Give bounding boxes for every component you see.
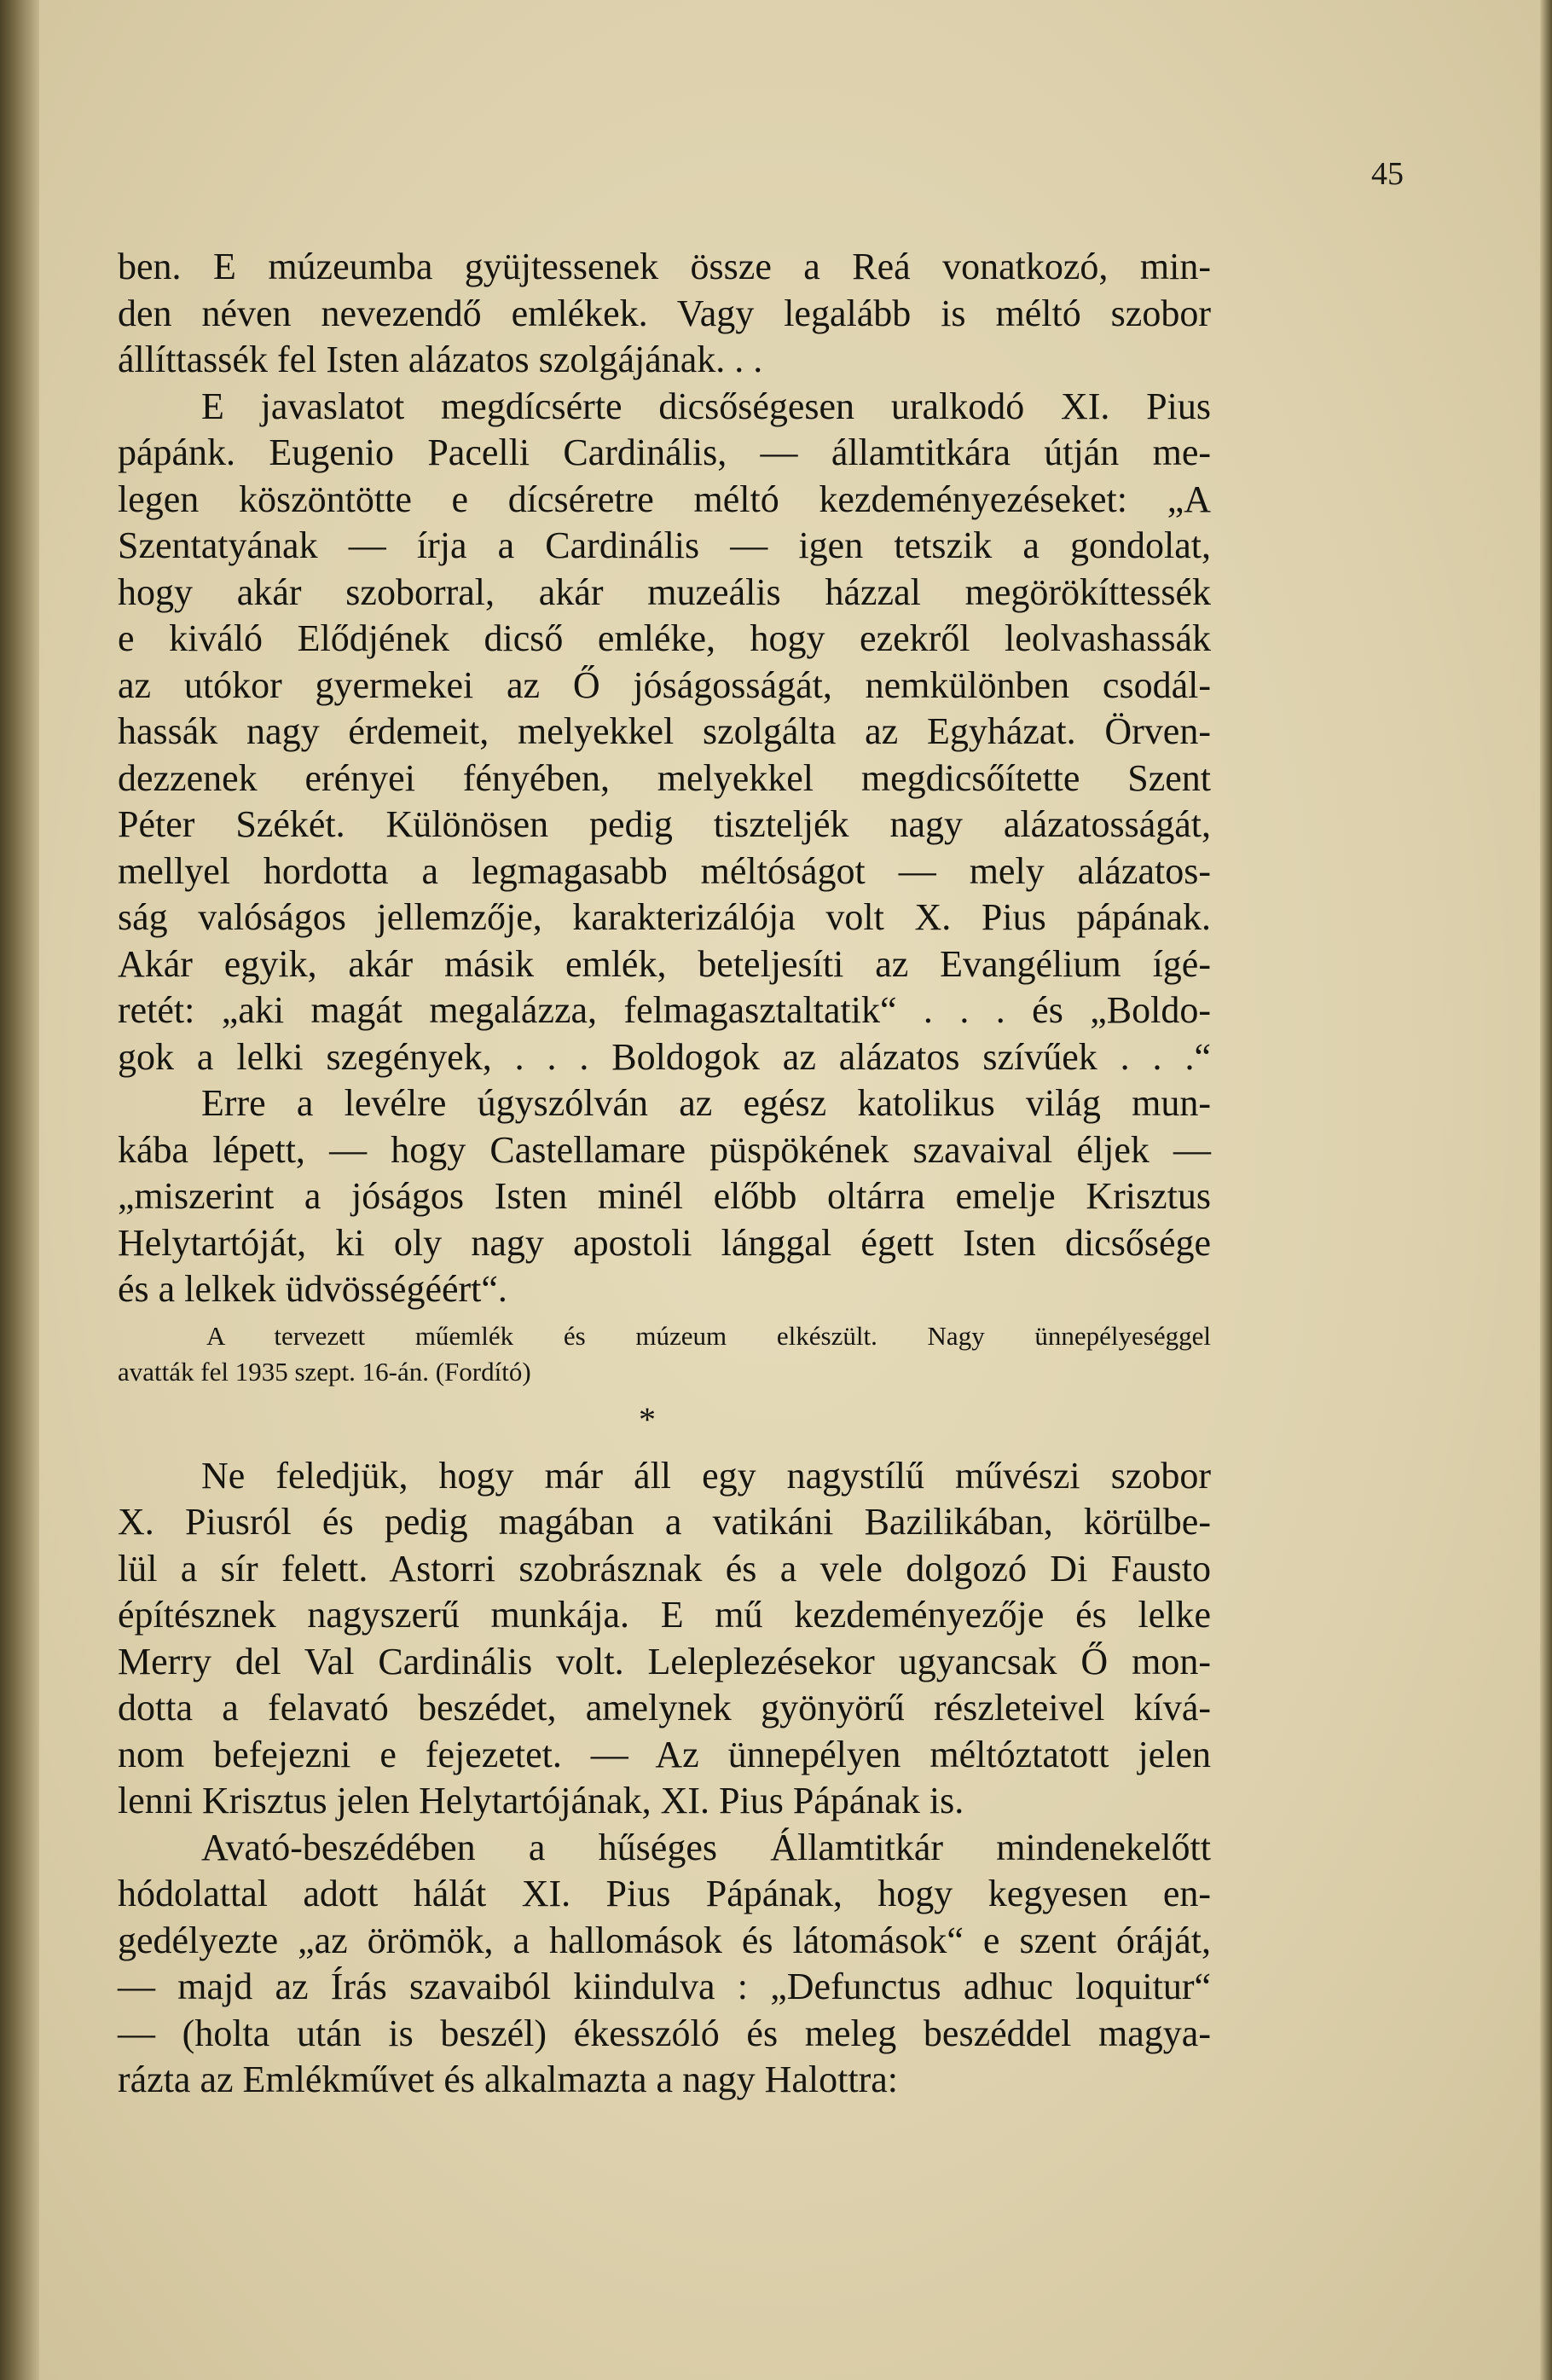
text-line: ság valóságos jellemzője, karakterizálója volt X. Pius pápának.: [118, 896, 1211, 938]
text-line: lenni Krisztus jelen Helytartójának, XI. Pius Pápának is.: [118, 1780, 964, 1821]
text-line: legen köszöntötte e dícséretre méltó kezdeményezéseket: „A: [118, 478, 1211, 520]
text-line: Ne feledjük, hogy már áll egy nagystílű művészi szobor: [201, 1454, 1211, 1497]
text-line: E javaslatot megdícsérte dicsőségesen uralkodó XI. Pius: [201, 385, 1211, 427]
text-line: e kiváló Elődjének dicső emléke, hogy ezekről leolvashassák: [118, 617, 1211, 659]
text-line: építésznek nagyszerű munkája. E mű kezdeményezője és lelke: [118, 1594, 1211, 1636]
text-line: den néven nevezendő emlékek. Vagy legalább is méltó szobor: [118, 292, 1211, 334]
text-line: Akár egyik, akár másik emlék, beteljesíti az Evangélium ígé-: [118, 942, 1211, 985]
text-line: hassák nagy érdemeit, melyekkel szolgálta az Egyházat. Örven-: [118, 710, 1211, 752]
text-line: „miszerint a jóságos Isten minél előbb oltárra emelje Krisztus: [118, 1175, 1211, 1217]
text-line: Avató-beszédében a hűséges Államtitkár mindenekelőtt: [201, 1826, 1211, 1868]
translator-note: A tervezett műemlék és múzeum elkészült. Nagy ünnepélyeséggel: [206, 1320, 1211, 1351]
text-line: — majd az Írás szavaiból kiindulva : „Defunctus adhuc loquitur“: [118, 1966, 1211, 2007]
text-line: állíttassék fel Isten alázatos szolgájának. . .: [118, 339, 763, 380]
body-text: [118, 244, 1211, 2104]
text-line: ben. E múzeumba gyüjtessenek össze a Reá vonatkozó, min-: [118, 246, 1211, 287]
text-line: az utókor gyermekei az Ő jóságosságát, nemkülönben csodál-: [118, 663, 1211, 706]
page-edge-shadow: [1540, 0, 1552, 2380]
text-line: Péter Székét. Különösen pedig tiszteljék nagy alázatosságát,: [118, 803, 1211, 845]
text-line: kába lépett, — hogy Castellamare püspökének szavaival éljek —: [118, 1128, 1211, 1171]
text-line: X. Piusról és pedig magában a vatikáni Bazilikában, körülbe-: [118, 1501, 1211, 1543]
text-line: lül a sír felett. Astorri szobrásznak és a vele dolgozó Di Fausto: [118, 1547, 1211, 1590]
text-line: Merry del Val Cardinális volt. Leleplezésekor ugyancsak Ő mon-: [118, 1640, 1211, 1682]
text-line: dotta a felavató beszédet, amelynek gyönyörű részleteivel kívá-: [118, 1687, 1211, 1729]
text-line: gok a lelki szegények, . . . Boldogok az alázatos szívűek . . .“: [118, 1035, 1211, 1078]
text-line: retét: „aki magát megalázza, felmagasztaltatik“ . . . és „Boldo-: [118, 989, 1211, 1031]
text-line: nom befejezni e fejezetet. — Az ünnepélyen méltóztatott jelen: [118, 1733, 1211, 1775]
section-separator: *: [639, 1399, 656, 1439]
translator-note: avatták fel 1935 szept. 16-án. (Fordító): [118, 1356, 531, 1387]
text-line: gedélyezte „az örömök, a hallomások és látomások“ e szent óráját,: [118, 1919, 1211, 1961]
text-line: és a lelkek üdvösségéért“.: [118, 1268, 507, 1310]
text-line: Erre a levélre úgyszólván az egész katolikus világ mun-: [201, 1082, 1211, 1124]
text-line: mellyel hordotta a legmagasabb méltóságot — mely alázatos-: [118, 849, 1211, 892]
text-line: dezzenek erényei fényében, melyekkel megdicsőítette Szent: [118, 756, 1211, 799]
page-number: 45: [1371, 156, 1404, 192]
text-line: hódolattal adott hálát XI. Pius Pápának, hogy kegyesen en-: [118, 1873, 1211, 1914]
text-line: Szentatyának — írja a Cardinális — igen tetszik a gondolat,: [118, 524, 1211, 566]
text-line: — (holta után is beszél) ékesszóló és meleg beszéddel magya-: [118, 2012, 1211, 2054]
text-line: hogy akár szoborral, akár muzeális házzal megörökíttessék: [118, 570, 1211, 613]
text-line: pápánk. Eugenio Pacelli Cardinális, — államtitkára útján me-: [118, 431, 1211, 473]
spacer: [118, 1445, 1211, 1453]
text-line: rázta az Emlékművet és alkalmazta a nagy Halottra:: [118, 2059, 898, 2100]
page-binding-shadow: [0, 0, 39, 2380]
text-line: Helytartóját, ki oly nagy apostoli lánggal égett Isten dicsősége: [118, 1221, 1211, 1264]
